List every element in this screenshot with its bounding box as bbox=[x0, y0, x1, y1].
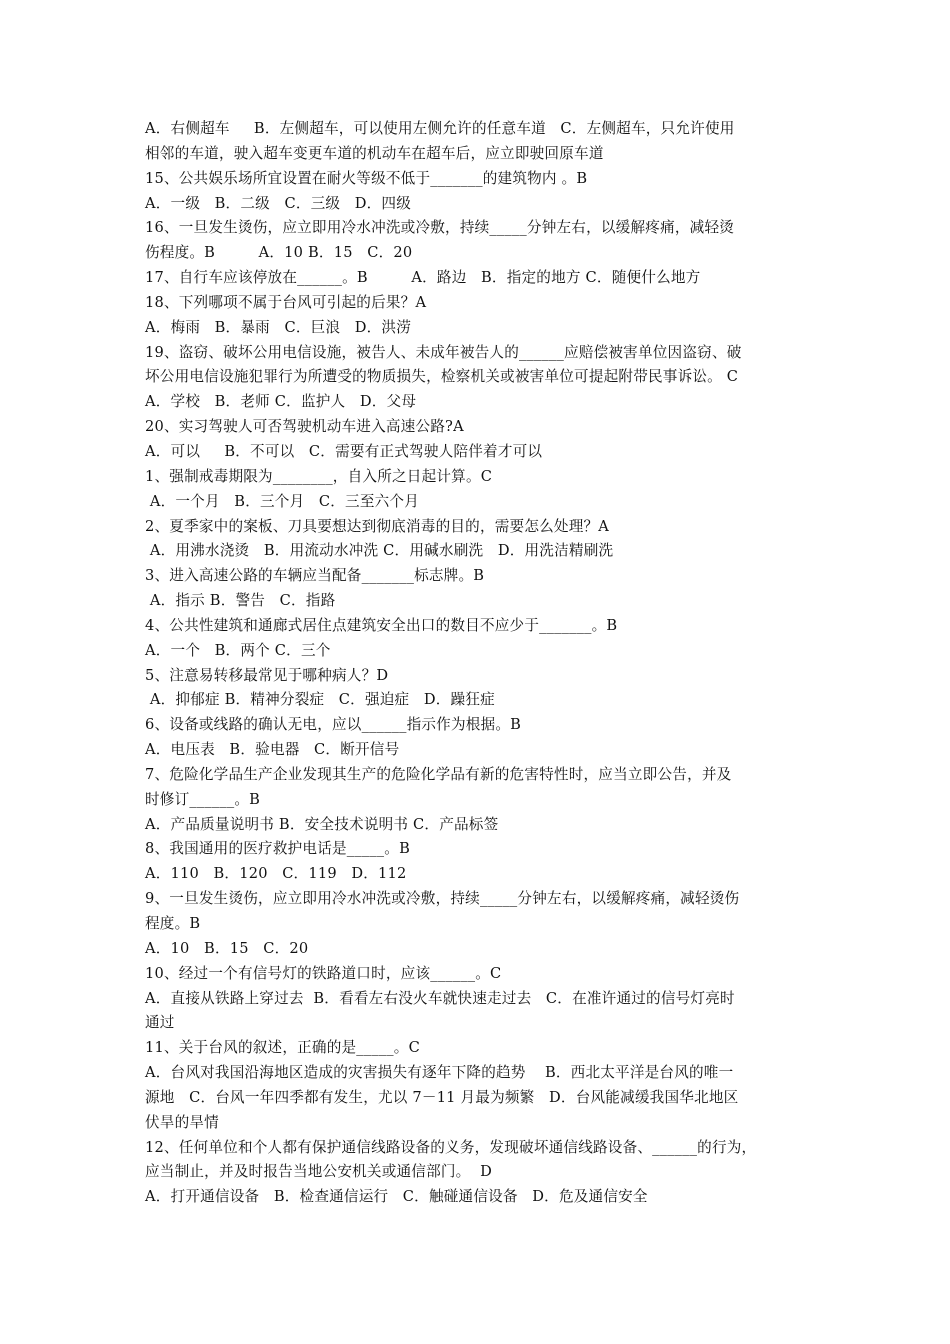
text-line: A．台风对我国沿海地区造成的灾害损失有逐年下降的趋势 B．西北太平洋是台风的唯一 bbox=[145, 1064, 734, 1082]
text-line: 伏旱的旱情 bbox=[145, 1113, 219, 1131]
text-line: 8、我国通用的医疗救护电话是_____。B bbox=[145, 840, 411, 858]
text-line: A．直接从铁路上穿过去 B．看看左右没火车就快速走过去 C．在准许通过的信号灯亮时 bbox=[145, 989, 735, 1007]
text-line: A．10 B．15 C．20 bbox=[145, 939, 309, 957]
text-line: 相邻的车道，驶入超车变更车道的机动车在超车后，应立即驶回原车道 bbox=[145, 144, 604, 162]
text-line: 19、盗窃、破坏公用电信设施，被告人、未成年被告人的______应赔偿被害单位因盗窃、破 bbox=[145, 343, 742, 361]
text-line: 7、危险化学品生产企业发现其生产的危险化学品有新的危害特性时，应当立即公告，并及 bbox=[145, 765, 732, 783]
text-line: 时修订______。B bbox=[145, 790, 261, 808]
text-line: A．110 B．120 C．119 D．112 bbox=[145, 865, 407, 883]
text-line: A．指示 B．警告 C．指路 bbox=[145, 592, 336, 610]
text-line: A．一级 B．二级 C．三级 D．四级 bbox=[145, 194, 412, 212]
text-line: 17、自行车应该停放在______。B A．路边 B．指定的地方 C．随便什么地方 bbox=[145, 269, 701, 287]
text-line: 9、一旦发生烫伤，应立即用冷水冲洗或冷敷，持续_____分钟左右，以缓解疼痛，减轻烫伤 bbox=[145, 890, 740, 908]
text-line: 程度。B bbox=[145, 915, 201, 932]
text-line: A．一个月 B．三个月 C．三至六个月 bbox=[145, 492, 420, 510]
text-line: 5、注意易转移最常见于哪种病人？D bbox=[145, 666, 389, 684]
text-line: 15、公共娱乐场所宜设置在耐火等级不低于_______的建筑物内 。B bbox=[145, 169, 588, 187]
text-line: 通过 bbox=[145, 1014, 175, 1032]
text-line: A．一个 B．两个 C．三个 bbox=[145, 641, 331, 659]
text-line: 1、强制戒毒期限为________，自入所之日起计算。C bbox=[145, 467, 493, 485]
text-line: 坏公用电信设施犯罪行为所遭受的物质损失，检察机关或被害单位可提起附带民事诉讼。 C bbox=[145, 368, 739, 386]
text-line: 2、夏季家中的案板、刀具要想达到彻底消毒的目的，需要怎么处理？A bbox=[145, 517, 610, 535]
text-line: 应当制止，并及时报告当地公安机关或通信部门。 D bbox=[145, 1163, 493, 1181]
text-line: 6、设备或线路的确认无电，应以______指示作为根据。B bbox=[145, 716, 522, 734]
text-line: 10、经过一个有信号灯的铁路道口时，应该______。C bbox=[145, 964, 502, 982]
text-line: 16、一旦发生烫伤，应立即用冷水冲洗或冷敷，持续_____分钟左右，以缓解疼痛，减轻烫 bbox=[145, 219, 735, 237]
text-line: 伤程度。B A．10 B．15 C．20 bbox=[145, 244, 413, 262]
text-line: A．梅雨 B．暴雨 C．巨浪 D．洪涝 bbox=[145, 318, 412, 336]
text-line: 18、下列哪项不属于台风可引起的后果？A bbox=[145, 293, 427, 311]
text-line: A．电压表 B．验电器 C．断开信号 bbox=[145, 741, 400, 759]
text-line: A．可以 B．不可以 C．需要有正式驾驶人陪伴着才可以 bbox=[145, 442, 543, 460]
text-line: 源地 C．台风一年四季都有发生，尤以 7－11 月最为频繁 D．台风能减缓我国华北地区 bbox=[145, 1088, 739, 1106]
text-line: A．用沸水浇烫 B．用流动水冲洗 C．用碱水刷洗 D．用洗洁精刷洗 bbox=[145, 542, 614, 560]
text-line: 11、关于台风的叙述，正确的是_____。C bbox=[145, 1039, 420, 1057]
text-line: A．打开通信设备 B．检查通信运行 C．触碰通信设备 D．危及通信安全 bbox=[145, 1188, 648, 1206]
text-line: A．学校 B．老师 C．监护人 D．父母 bbox=[145, 393, 417, 411]
document-body bbox=[145, 117, 809, 1210]
text-line: 20、实习驾驶人可否驾驶机动车进入高速公路?A bbox=[145, 418, 464, 436]
text-line: 12、任何单位和个人都有保护通信线路设备的义务，发现破坏通信线路设备、______的行为， bbox=[145, 1138, 757, 1156]
text-line: A．抑郁症 B．精神分裂症 C．强迫症 D．躁狂症 bbox=[145, 691, 495, 709]
text-line: 4、公共性建筑和通廊式居住点建筑安全出口的数目不应少于_______。B bbox=[145, 616, 618, 634]
text-line: 3、进入高速公路的车辆应当配备_______标志牌。B bbox=[145, 567, 485, 585]
text-line: A．产品质量说明书 B．安全技术说明书 C．产品标签 bbox=[145, 815, 499, 833]
text-line: A．右侧超车 B．左侧超车，可以使用左侧允许的任意车道 C．左侧超车，只允许使用 bbox=[145, 120, 735, 137]
